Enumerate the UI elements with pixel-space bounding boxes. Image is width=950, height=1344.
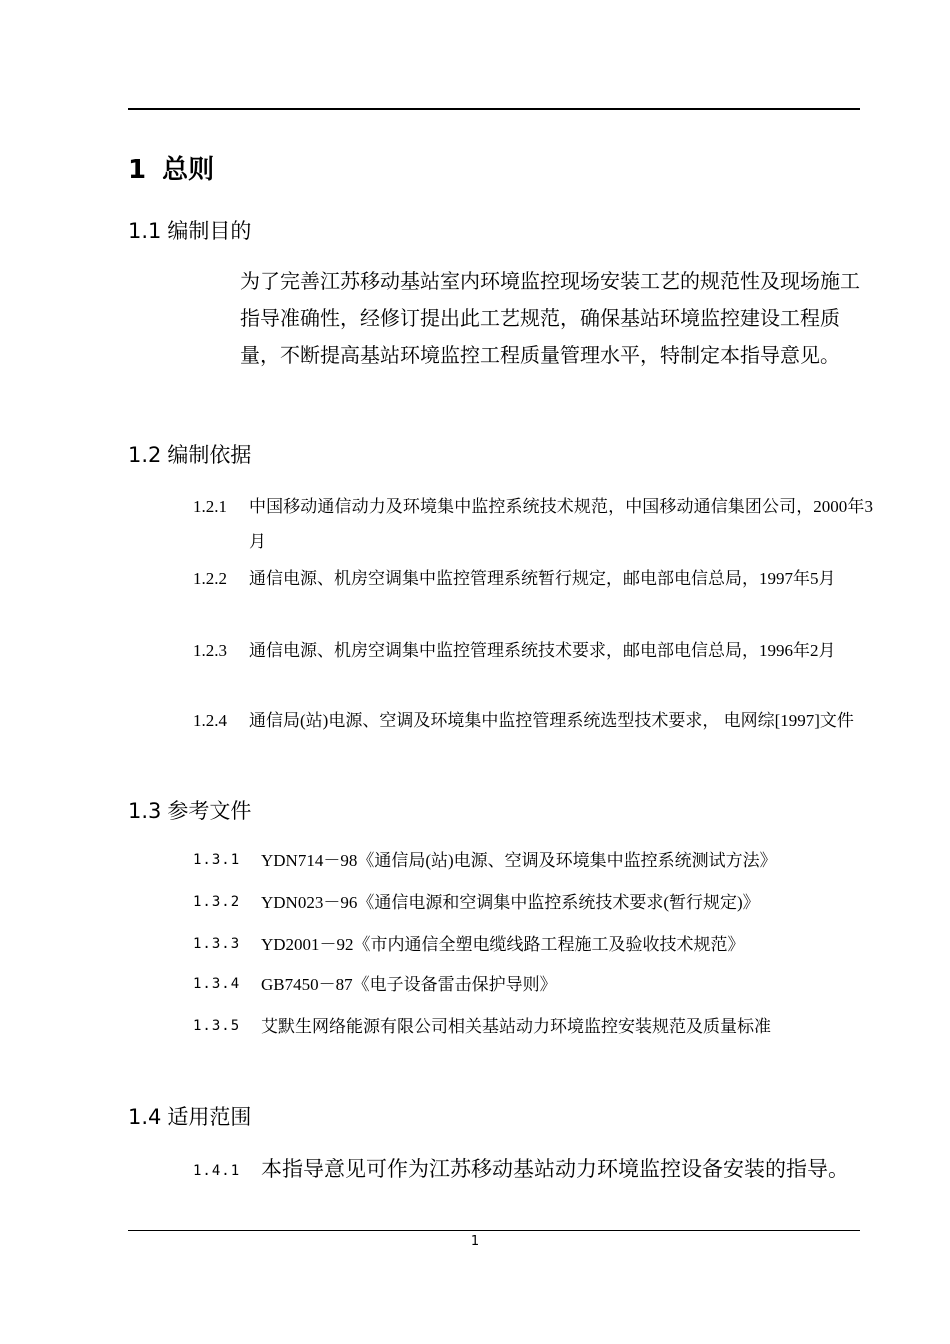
- section-number: 1.2: [128, 443, 162, 467]
- reference-item-text: GB7450－87《电子设备雷击保护导则》: [261, 975, 557, 994]
- basis-item-number: 1.2.1: [193, 497, 227, 516]
- chapter-heading: [128, 152, 214, 188]
- reference-item-number: 1.3.1: [193, 852, 241, 868]
- reference-item-text: YDN023－96《通信电源和空调集中监控系统技术要求(暂行规定)》: [261, 893, 760, 912]
- reference-item-text: YD2001－92《市内通信全塑电缆线路工程施工及验收技术规范》: [261, 935, 745, 954]
- reference-item: [193, 927, 873, 962]
- reference-item: [193, 843, 873, 878]
- reference-item: [193, 885, 873, 920]
- basis-item: [193, 703, 873, 738]
- basis-item-text: 中国移动通信动力及环境集中监控系统技术规范，中国移动通信集团公司，2000年3月: [249, 497, 873, 551]
- reference-item-text: 艾默生网络能源有限公司相关基站动力环境监控安装规范及质量标准: [261, 1017, 771, 1036]
- scope-item: [193, 1150, 863, 1188]
- scope-item-number: 1.4.1: [193, 1163, 241, 1179]
- reference-item-number: 1.3.4: [193, 976, 241, 992]
- basis-item-text: 通信局(站)电源、空调及环境集中监控管理系统选型技术要求， 电网综[1997]文件: [249, 711, 854, 730]
- section-title: 编制目的: [167, 219, 252, 243]
- reference-item: [193, 1009, 873, 1044]
- basis-item-number: 1.2.3: [193, 641, 227, 660]
- reference-item: [193, 967, 873, 1002]
- scope-item-text: 本指导意见可作为江苏移动基站动力环境监控设备安装的指导。: [261, 1157, 849, 1181]
- basis-item: [193, 633, 873, 668]
- reference-item-number: 1.3.3: [193, 936, 241, 952]
- section-number: 1.1: [128, 219, 162, 243]
- basis-item: [193, 561, 873, 596]
- section-title: 参考文件: [167, 799, 252, 823]
- header-rule: [128, 108, 860, 110]
- section-title: 适用范围: [167, 1105, 252, 1129]
- section-title: 编制依据: [167, 443, 252, 467]
- page-number: 1: [470, 1234, 480, 1249]
- basis-item-text: 通信电源、机房空调集中监控管理系统暂行规定，邮电部电信总局，1997年5月: [249, 569, 836, 588]
- reference-item-text: YDN714－98《通信局(站)电源、空调及环境集中监控系统测试方法》: [261, 851, 777, 870]
- basis-item: [193, 489, 873, 559]
- purpose-paragraph: 为了完善江苏移动基站室内环境监控现场安装工艺的规范性及现场施工指导准确性，经修订提出此工艺规范，确保基站环境监控建设工程质量，不断提高基站环境监控工程质量管理水平，特制定本指导意见。: [240, 271, 860, 367]
- reference-item-number: 1.3.2: [193, 894, 241, 910]
- chapter-number: 1: [128, 155, 147, 185]
- section-heading-1-4: [128, 1102, 251, 1132]
- section-number: 1.3: [128, 799, 162, 823]
- section-heading-1-1: [128, 216, 251, 246]
- basis-item-text: 通信电源、机房空调集中监控管理系统技术要求，邮电部电信总局，1996年2月: [249, 641, 836, 660]
- reference-item-number: 1.3.5: [193, 1018, 241, 1034]
- section-number: 1.4: [128, 1105, 162, 1129]
- footer-rule: [128, 1230, 860, 1231]
- chapter-title: 总则: [162, 155, 215, 185]
- basis-item-number: 1.2.2: [193, 569, 227, 588]
- basis-item-number: 1.2.4: [193, 711, 227, 730]
- section-heading-1-2: [128, 440, 251, 470]
- section-heading-1-3: [128, 796, 251, 826]
